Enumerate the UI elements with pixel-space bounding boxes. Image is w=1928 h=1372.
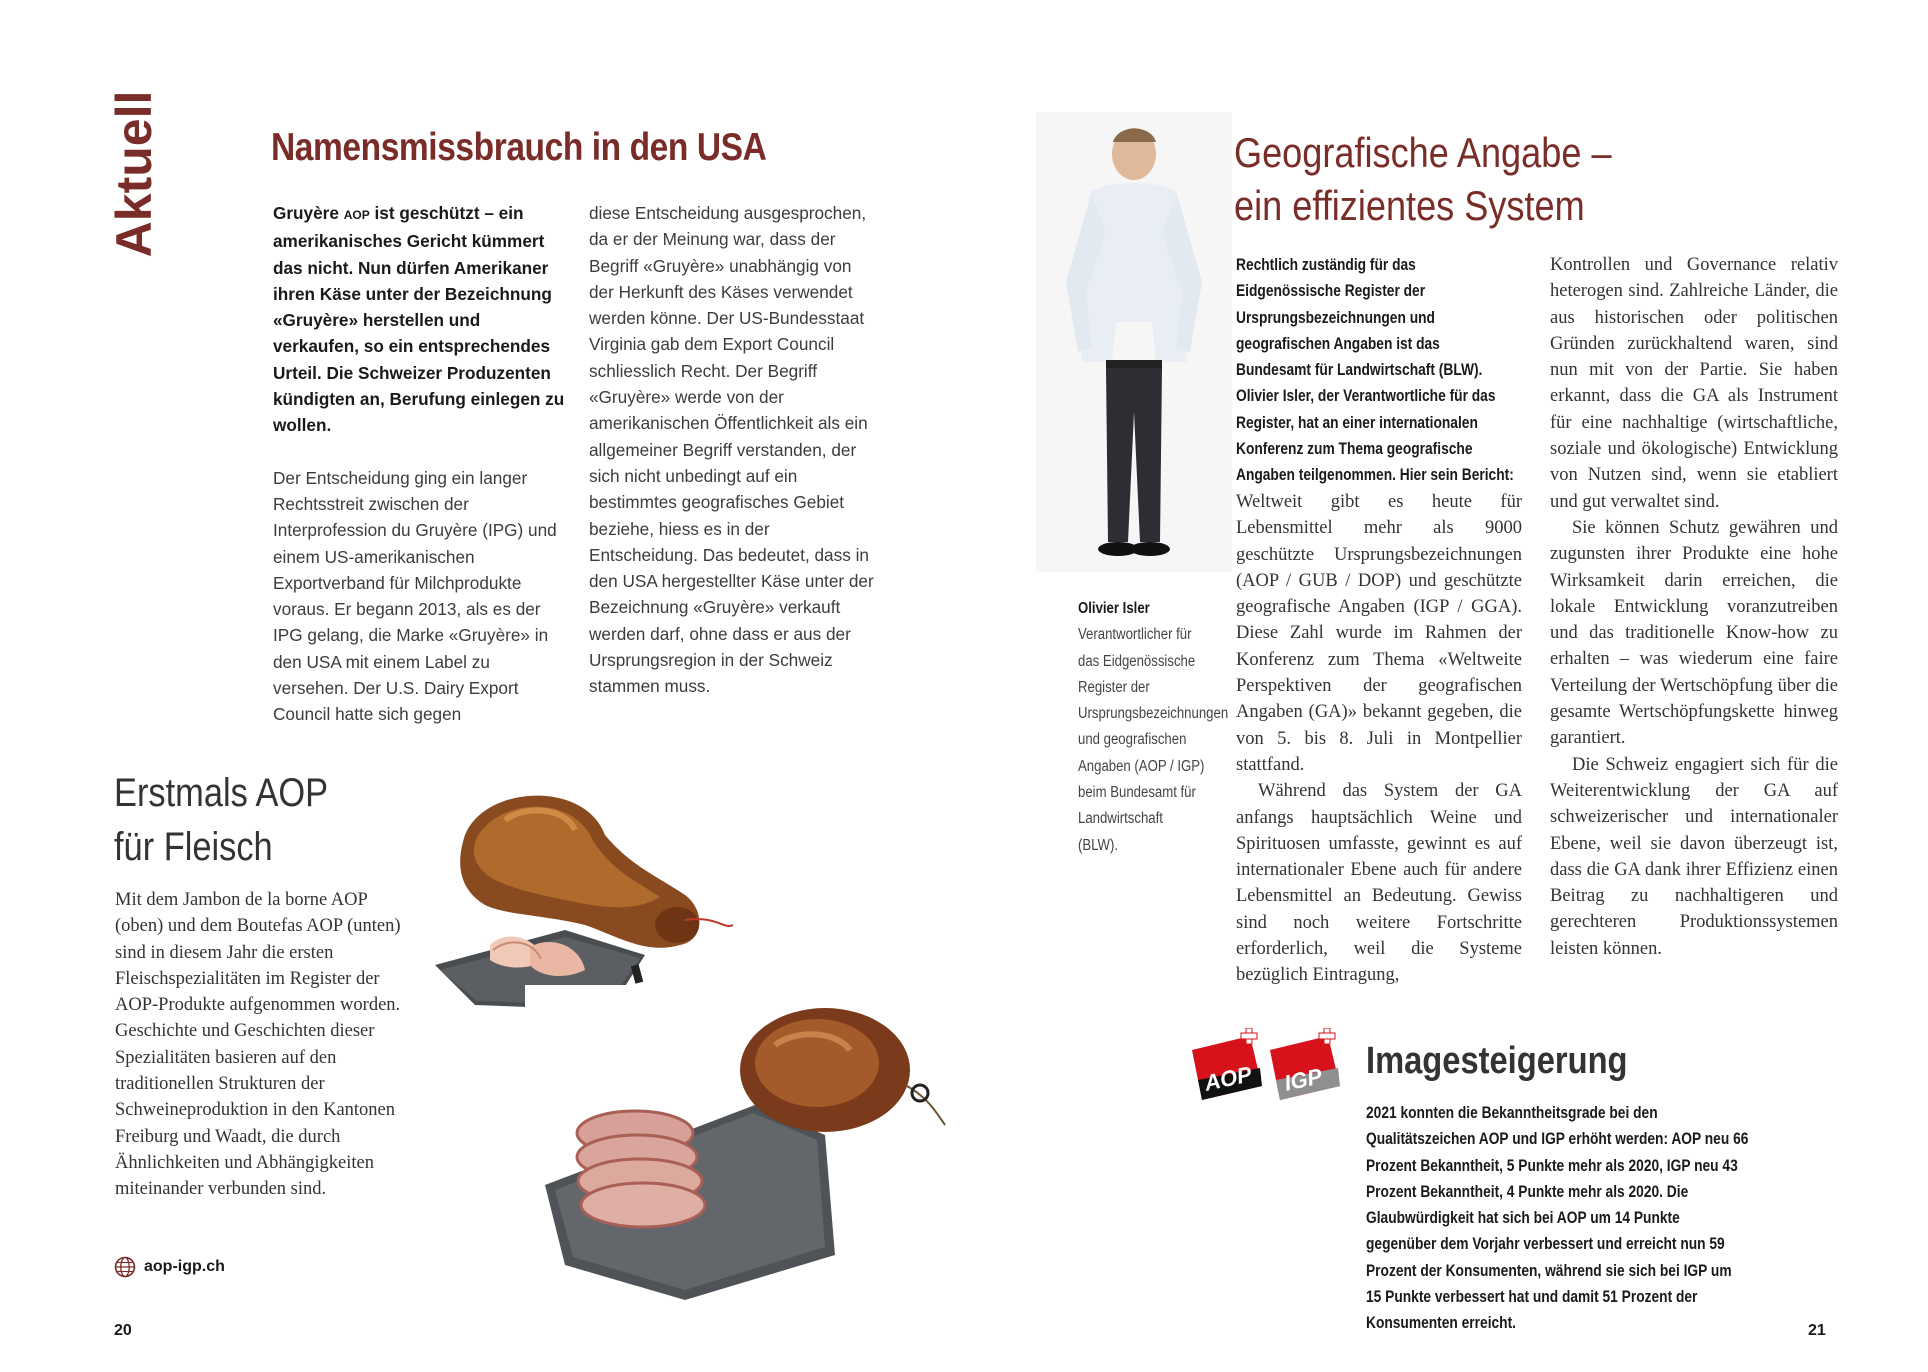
fleisch-article-title — [114, 766, 328, 874]
globe-icon — [114, 1256, 136, 1278]
usa-article-lead: Gruyère AOP ist geschützt – ein amerikanisches Gericht kümmert das nicht. Nun dürfen Amerikaner ihren Käse unter der Bezeichnung «Gruyère» herstellen und verkaufen, so ein entsprechendes Urteil. Die Schweizer Produzenten kündigten an, Berufung einlegen zu wollen. — [273, 203, 565, 436]
image-article-body: 2021 konnten die Bekanntheitsgrade bei den Qualitätszeichen AOP und IGP erhöht werden: AOP neu 66 Prozent Bekanntheit, 5 Punkte mehr als 2020, IGP neu 43 Prozent Bekanntheit, 4 Punkte mehr als 2020. Die Glaubwürdigkeit hat sich bei AOP um 14 Punkte gegenüber dem Vorjahr verbessert und erreicht nun 59 Prozent der Konsumenten, während sie sich bei IGP um 15 Punkte verbessert hat und damit 51 Prozent der Konsumenten erreicht. — [1366, 1103, 1749, 1333]
page-number-right: 21 — [1808, 1322, 1826, 1339]
caption-text: Verantwortlicher für das Eidgenössische Register der Ursprungsbezeichnungen und geografischen Angaben (AOP / IGP) beim Bundesamt für Landwirtschaft (BLW). — [1078, 626, 1229, 854]
website-label: aop-igp.ch — [144, 1258, 225, 1275]
usa-article-body-cont: diese Entscheidung ausgesprochen, da er der Meinung war, dass der Begriff «Gruyère» unabhängig von der Herkunft des Käses verwendet werden könne. Der US-Bundesstaat Virginia gab dem Export Council schliesslich Recht. Der Begriff «Gruyère» werde von der amerikanischen Öffentlichkeit als ein allgemeiner Begriff verstanden, der sich nicht unbedingt auf ein bestimmtes geografisches Gebiet beziehe, hiess es in der Entscheidung. Das bedeutet, dass in den USA hergestellter Käse unter der Bezeichnung «Gruyère» verkauft werden darf, ohne dass er aus der Ursprungsregion in der Schweiz stammen muss. — [589, 203, 874, 697]
page-number-left: 20 — [114, 1322, 132, 1339]
geo-title-line2: ein effizientes System — [1234, 182, 1585, 229]
image-article-title: Imagesteigerung — [1366, 1040, 1628, 1082]
fleisch-title-line2: für Fleisch — [114, 825, 273, 869]
fleisch-title-line1: Erstmals AOP — [114, 771, 329, 815]
geo-article-col1: Weltweit gibt es heute für Lebensmittel mehr als 9000 geschützte Ursprungsbezeichnungen (AOP / GUB / DOP) und geschützte geografische Angaben (IGP / GGA). Diese Zahl wurde im Rahmen der Konferenz zum Thema «Weltweite Perspektiven der geografischen Angaben (GA)» bekannt gegeben, die von 5. bis 8. Juli in Montpellier stattfand. Während das System der GA anfangs hauptsächlich Weine und Spirituosen umfasste, gewinnt es auf internationaler Ebene auch für andere Lebensmittel an Bedeutung. Gewiss sind noch weitere Fortschritte erforderlich, weil die Systeme bezüglich Eintragung, — [1236, 492, 1522, 986]
usa-article-col2 — [589, 200, 879, 700]
caption-name: Olivier Isler — [1078, 600, 1150, 617]
portrait-photo — [1036, 112, 1232, 572]
svg-text:IGP: IGP — [1282, 1063, 1325, 1096]
usa-article-col1 — [273, 200, 565, 728]
website-link[interactable] — [114, 1256, 225, 1278]
usa-article-body: Der Entscheidung ging ein langer Rechtsstreit zwischen der Interprofession du Gruyère (IPG) und einem US-amerikanischen Exportverband für Milchprodukte voraus. Er begann 2013, als es der IPG gelang, die Marke «Gruyère» in den USA mit einem Label zu versehen. Der U.S. Dairy Export Council hatte sich gegen — [273, 467, 557, 725]
geo-article-col2: Kontrollen und Governance relativ heterogen sind. Zahlreiche Länder, die aus historischen oder politischen Gründen zurückhaltend waren, sind nun mit von der Partie. Sie haben erkannt, dass die GA als Instrument für eine nachhaltige (wirtschaftliche, soziale und ökologische) Entwicklung von Nutzen sind, wenn sie etabliert und gut verwaltet sind. Sie können Schutz gewähren und zugunsten ihrer Produkte eine hohe Wirksamkeit darin erreichen, die lokale Entwicklung voranzutreiben und das traditionelle Know-how zu erhalten – was wiederum eine faire Verteilung der Wertschöpfung über die gesamte Wertschöpfungskette hinweg garantiert. Die Schweiz engagiert sich für die Weiterentwicklung der GA auf schweizerischer und internationaler Ebene, weil sie davon überzeugt ist, dass die GA dank ihrer Effizienz einen Beitrag zu nachhaltigeren und gerechteren Produktionssystemen leisten können. — [1550, 255, 1838, 959]
usa-article-title: Namensmissbrauch in den USA — [271, 126, 767, 169]
svg-text:AOP: AOP — [1202, 1061, 1254, 1096]
geo-title-line1: Geografische Angabe – — [1234, 129, 1612, 176]
section-label: Aktuell — [106, 90, 162, 258]
geo-article-lead: Rechtlich zuständig für das Eidgenössische Register der Ursprungsbezeichnungen und geografischen Angaben ist das Bundesamt für Landwirtschaft (BLW). Olivier Isler, der Verantwortliche für das Register, hat an einer internationalen Konferenz zum Thema geografische Angaben teilgenommen. Hier sein Bericht: — [1236, 255, 1514, 485]
portrait-caption — [1078, 596, 1229, 859]
sausage-image — [525, 985, 995, 1315]
aop-logo — [1192, 1028, 1262, 1100]
fleisch-article-body: Mit dem Jambon de la borne AOP (oben) und dem Boutefas AOP (unten) sind in diesem Jahr die ersten Fleischspezialitäten im Register der AOP-Produkte aufgenommen worden. Geschichte und Geschichten dieser Spezialitäten basieren auf den traditionellen Strukturen der Schweineproduktion in den Kantonen Freiburg und Waadt, die durch Ähnlichkeiten und Abhängigkeiten miteinander verbunden sind. — [115, 890, 401, 1200]
igp-logo — [1270, 1028, 1340, 1100]
aop-igp-logos — [1190, 1028, 1350, 1104]
geo-article-title — [1234, 126, 1612, 232]
